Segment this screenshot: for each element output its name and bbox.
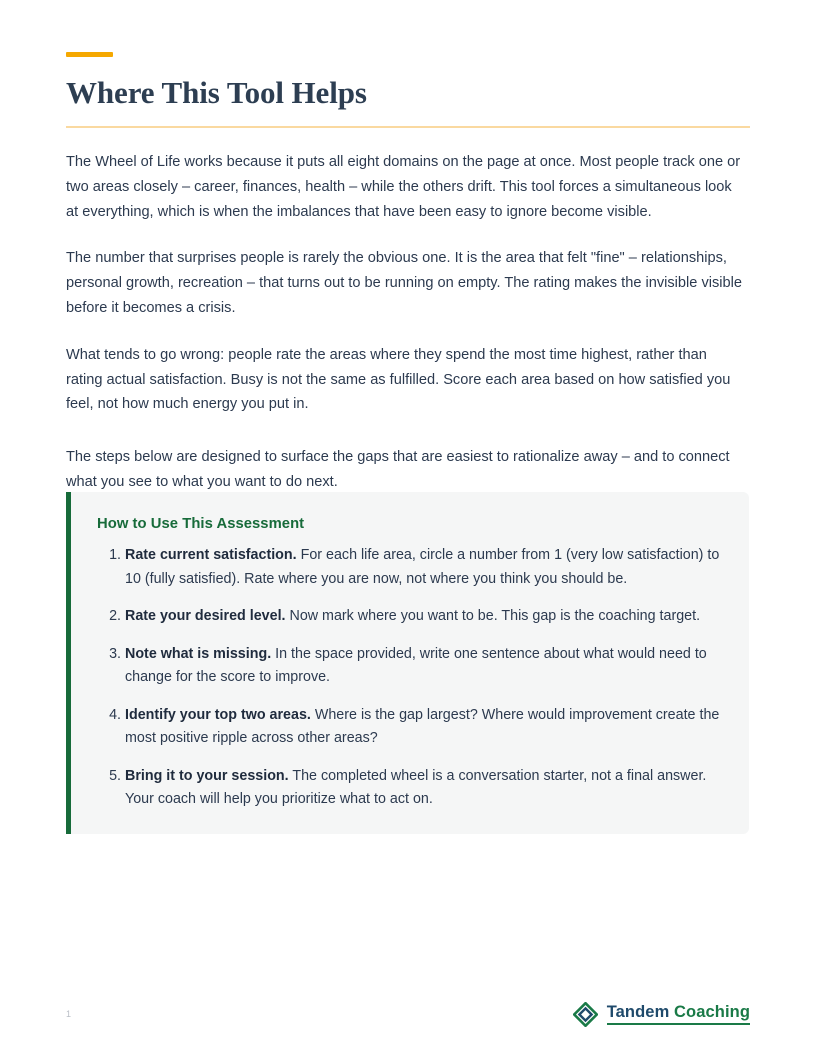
list-item-number: 4. bbox=[109, 706, 121, 723]
page-content bbox=[66, 0, 750, 495]
list-item-text: In the space provided, write one sentence about what would need to change for the score to improve. bbox=[125, 645, 707, 685]
logo-wordmark bbox=[607, 1004, 750, 1025]
logo-word-coaching: Coaching bbox=[674, 1003, 750, 1022]
callout-heading: How to Use This Assessment bbox=[97, 516, 305, 532]
list-item-lead: Rate your desired level. bbox=[125, 608, 286, 624]
logo-word-tandem: Tandem bbox=[606, 1003, 670, 1022]
nested-diamond-logo-icon bbox=[573, 1002, 598, 1027]
list-item-lead: Bring it to your session. bbox=[125, 767, 289, 784]
list-item-text: Now mark where you want to be. This gap is the coaching target. bbox=[285, 608, 701, 624]
title-divider-rule bbox=[66, 126, 750, 128]
paragraph-1: The Wheel of Life works because it puts all eight domains on the page at once. Most people track one or two areas closely – career, finances, health – while the others drift. This tool forces a simultaneous look at everything, which is when the imbalances that have been easy to ignore become visible. bbox=[66, 154, 741, 220]
paragraph-3: What tends to go wrong: people rate the areas where they spend the most time highest, rather than rating actual satisfaction. Busy is not the same as fulfilled. Score each area based on how satisfied you feel, not how much energy you put in. bbox=[66, 346, 731, 413]
body-copy bbox=[66, 150, 750, 495]
list-item bbox=[97, 765, 723, 812]
list-item-number: 3. bbox=[109, 645, 121, 662]
title-accent-bar bbox=[66, 52, 113, 57]
list-item-number: 1. bbox=[109, 547, 121, 563]
list-item-number: 2. bbox=[109, 608, 121, 624]
how-to-use-callout bbox=[66, 492, 749, 834]
page-number: 1 bbox=[66, 1009, 72, 1019]
list-item bbox=[97, 704, 723, 751]
list-item-lead: Note what is missing. bbox=[125, 645, 272, 662]
list-item-lead: Rate current satisfaction. bbox=[125, 547, 297, 563]
list-item-number: 5. bbox=[109, 767, 121, 784]
list-item-text: Where is the gap largest? Where would improvement create the most positive ripple across other areas? bbox=[125, 706, 720, 746]
paragraph-4: The steps below are designed to surface the gaps that are easiest to rationalize away – and to connect what you see to what you want to do next. bbox=[66, 449, 730, 491]
list-item bbox=[97, 643, 723, 690]
footer-logo bbox=[573, 1002, 750, 1027]
list-item-text: The completed wheel is a conversation starter, not a final answer. Your coach will help you prioritize what to act on. bbox=[125, 767, 707, 807]
list-item bbox=[97, 605, 723, 629]
paragraph-2: The number that surprises people is rarely the obvious one. It is the area that felt "fine" – relationships, personal growth, recreation – that turns out to be running on empty. The rating makes the invisible visible before it becomes a crisis. bbox=[66, 250, 743, 317]
callout-step-list bbox=[97, 544, 723, 812]
page-title: Where This Tool Helps bbox=[66, 75, 367, 110]
list-item-lead: Identify your top two areas. bbox=[125, 706, 311, 723]
list-item bbox=[97, 544, 723, 591]
list-item-text: For each life area, circle a number from 1 (very low satisfaction) to 10 (fully satisfied). Rate where you are now, not where you think you should be. bbox=[125, 547, 720, 587]
